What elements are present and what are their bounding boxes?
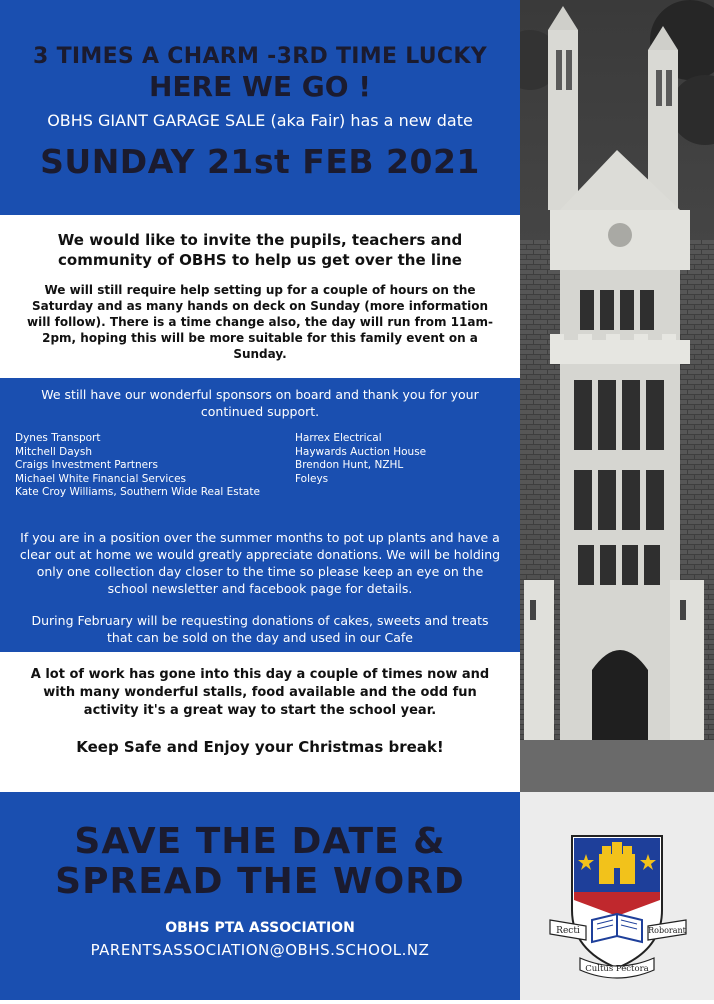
crest-motto-right: Roborant bbox=[648, 926, 686, 935]
save-line-2: SPREAD THE WORD bbox=[55, 861, 465, 902]
crest-motto-bottom: Cultus Pectora bbox=[585, 964, 649, 974]
sponsors-band bbox=[0, 378, 520, 652]
save-the-date-heading bbox=[0, 822, 520, 902]
invite-body: We will still require help setting up for a couple of hours on the Saturday and as many hands on deck on Sunday (more information will follow). There is a time change also, the day will run from 11am-2pm, hoping this will be more suitable for this family event on a Sunday. bbox=[27, 283, 493, 361]
sponsors-intro: We still have our wonderful sponsors on board and thank you for your continued support. bbox=[41, 387, 479, 419]
save-line-1: SAVE THE DATE & bbox=[74, 821, 446, 862]
event-subtitle: OBHS GIANT GARAGE SALE (aka Fair) has a new date bbox=[47, 111, 473, 130]
event-date: SUNDAY 21st FEB 2021 bbox=[40, 142, 480, 181]
invite-band bbox=[0, 215, 520, 378]
closing-message: A lot of work has gone into this day a couple of times now and with many wonderful stalls, food available and the odd fun activity it's a great way to start the school year. bbox=[30, 667, 490, 718]
sponsor-item: Dynes Transport bbox=[15, 432, 101, 444]
sponsor-item: Craigs Investment Partners bbox=[15, 459, 158, 471]
contact-email: PARENTSASSOCIATION@OBHS.SCHOOL.NZ bbox=[90, 941, 430, 959]
invite-heading: We would like to invite the pupils, teachers and community of OBHS to help us get over the line bbox=[57, 231, 463, 269]
sponsor-item: Michael White Financial Services bbox=[15, 472, 187, 485]
february-donations-text: During February will be requesting donations of cakes, sweets and treats that can be sold on the day and used in our Cafe bbox=[31, 612, 489, 645]
sponsor-column-right bbox=[295, 432, 426, 486]
sponsor-item: Harrex Electrical bbox=[295, 432, 382, 444]
plant-donations-text: If you are in a position over the summer months to pot up plants and have a clear out at home we would greatly appreciate donations. We will be holding only one collection day closer to the time so please keep an eye on the school newsletter and facebook page for details. bbox=[19, 529, 501, 596]
sponsor-item: Foleys bbox=[295, 472, 329, 485]
sponsor-column-left bbox=[15, 432, 260, 500]
headline-third-time: 3 TIMES A CHARM -3RD TIME LUCKY bbox=[33, 44, 487, 69]
header-band bbox=[0, 0, 520, 215]
sponsor-item: Haywards Auction House bbox=[295, 445, 427, 458]
school-crest-icon bbox=[520, 792, 714, 1000]
organisation-name: OBHS PTA ASSOCIATION bbox=[165, 920, 355, 936]
school-crest-panel bbox=[520, 792, 714, 1000]
footer-band bbox=[0, 792, 520, 1000]
christmas-message: Keep Safe and Enjoy your Christmas break! bbox=[76, 738, 444, 756]
sponsor-item: Mitchell Daysh bbox=[15, 445, 93, 458]
sponsor-item: Brendon Hunt, NZHL bbox=[295, 459, 404, 471]
sponsor-item: Kate Croy Williams, Southern Wide Real Estate bbox=[15, 486, 260, 498]
crest-motto-left: Recti bbox=[556, 926, 580, 936]
school-building-photo bbox=[520, 0, 714, 792]
headline-here-we-go: HERE WE GO ! bbox=[148, 70, 372, 103]
closing-band bbox=[0, 652, 520, 792]
